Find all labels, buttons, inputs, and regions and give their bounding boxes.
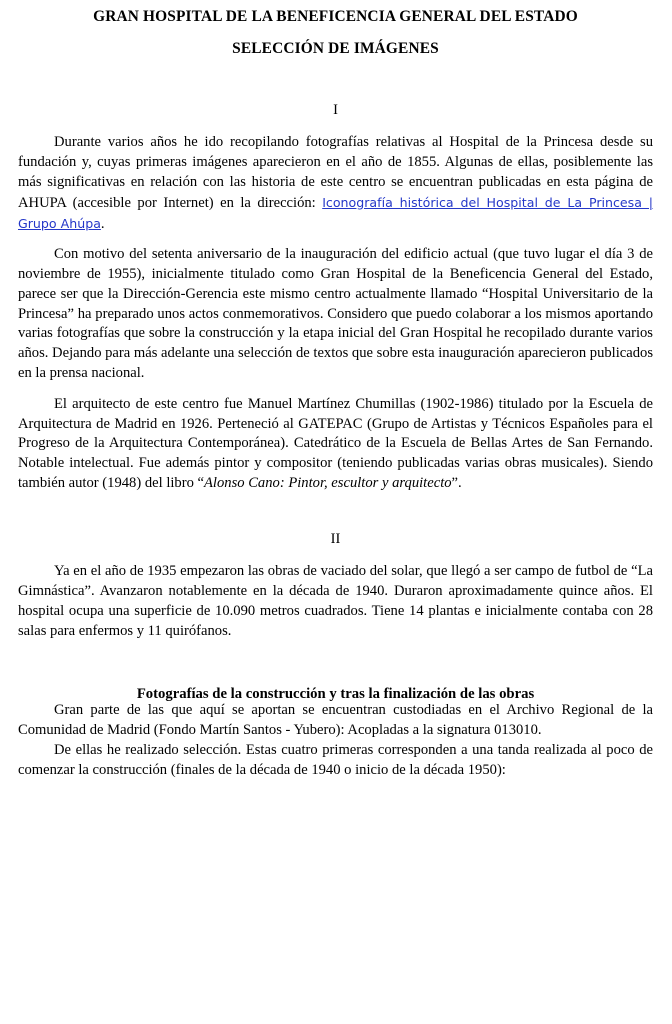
section-marker-one: I [333,101,338,118]
section-one-paragraph-2: Con motivo del setenta aniversario de la inauguración del edificio actual (que tuvo lugar el día 3 de noviembre de 1955), inicialmente titulado como Gran Hospital de la Beneficencia General del Estado, parece ser que la Dirección-Gerencia este mismo centro actualmente llamado “Hospital Universitario de la Princesa” ha preparado unos actos conmemorativos. Considero que puedo colaborar a los mismos aportando varias fotografías que sobre la construcción y la etapa inicial del Gran Hospital he recopilado durante varios años. Dejando para más adelante una selección de textos que sobre esta inauguración aparecieron publicados en la prensa nacional. [18,246,653,382]
photos-section-paragraph-2: De ellas he realizado selección. Estas cuatro primeras corresponden a una tanda realizada al poco de comenzar la construcción (finales de la década de 1940 o inicio de la década 1950): [18,741,653,778]
paragraph-1-text-before-link: Durante varios años he ido recopilando fotografías relativas al Hospital de la Princesa desde su fundación y, cuyas primeras imágenes aparecieron en el año de 1855. Algunas de ellas, posiblemente las más significativas en relación con las historia de este centro se encuentran publicadas en esta página de AHUPA (accesible por Internet) en la dirección: [18,134,653,211]
photos-section-paragraph-1: Gran parte de las que aquí se aportan se encuentran custodiadas en el Archivo Regional de la Comunidad de Madrid (Fondo Martín Santos - Yubero): Acopladas a la signatura 013010. [18,702,653,739]
paragraph-3-text-part-2: ”. [451,475,462,492]
paragraph-3-text-part-1: El arquitecto de este centro fue Manuel Martínez Chumillas (1902-1986) titulado por la Escuela de Arquitectura de Madrid en 1926. Perteneció al GATEPAC (Grupo de Artistas y Técnicos Españoles para el Progreso de la Arquitectura Contemporánea). Catedrático de la Escuela de Bellas Artes de San Fernando. Notable intelectual. Fue además pintor y compositor (teniendo publicadas varias obras musicales). Siendo también autor (1948) del libro “ [18,395,653,492]
title-line-2: SELECCIÓN DE IMÁGENES [232,40,439,58]
title-line-1: GRAN HOSPITAL DE LA BENEFICENCIA GENERAL DEL ESTADO [93,8,578,25]
photos-section-heading: Fotografías de la construcción y tras la finalización de las obras [136,685,535,702]
paragraph-1-text-after-link: . [100,215,105,232]
ahupa-iconografia-link[interactable]: Iconografía histórica del Hospital de La Princesa | Grupo Ahúpa [18,194,654,231]
section-marker-two: II [330,530,341,547]
section-two-paragraph-1: Ya en el año de 1935 empezaron las obras de vaciado del solar, que llegó a ser campo de futbol de “La Gimnástica”. Avanzaron notablemente en la década de 1940. Duraron aproximadamente quince años. El hospital ocupa una superficie de 10.090 metros cuadrados. Tiene 14 plantas e inicialmente contaba con 28 salas para enfermos y 11 quirófanos. [18,563,653,639]
book-title-alonso-cano: Alonso Cano: Pintor, escultor y arquitecto [204,475,452,492]
section-one-paragraph-3 [18,395,653,494]
section-one-paragraph-1 [18,133,653,234]
page-title [18,9,653,57]
